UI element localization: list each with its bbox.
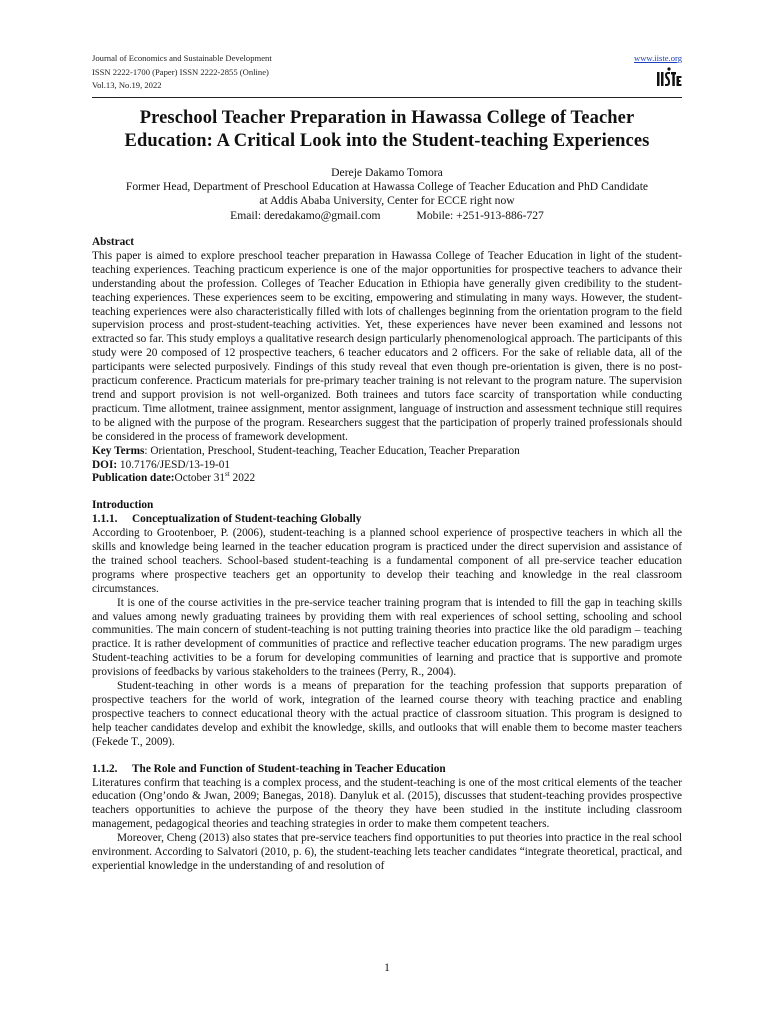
pubdate-year: 2022 <box>229 472 256 485</box>
journal-header <box>92 52 682 98</box>
doi-value: 10.7176/JESD/13-19-01 <box>117 458 231 471</box>
paragraph: It is one of the course activities in the pre-service teacher training program that is intended to fill the gap in teaching skills and values among newly graduating trainees by providing them with real experiences of school setting, schooling and school communities. The main concern of student-teaching is not putting training theories into practice like the old paradigm – teaching practice. It is rather development of communities of practice and reflective teacher education programs. The new paradigm urges Student-teaching activities to be a forum for developing communities of learning and practice that is supportive and promote provisions of feedbacks by various stakeholders to the trainees (Perry, R., 2004). <box>92 596 682 679</box>
abstract-text: This paper is aimed to explore preschool teacher preparation in Hawassa College of Teacher Education in light of the student-teaching experiences. Teaching practicum experience is one of the major opportunities for prospective teachers to advance their understanding about the profession. Colleges of Teacher Education in Ethiopia have generally given credibility to the student-teaching experiences. These experiences seem to be exciting, empowering and stimulating in many ways. However, the student-teaching experiences were also characteristically filled with lots of challenges beginning from the orientation program to the field supervision process and prost-student-teaching activities. Yet, these experiences have never been examined and lessons not extracted so far. This study employs a qualitative research design particularly phenomenological approach. The participants of this study were 20 composed of 12 prospective teachers, 6 teacher educators and 2 officers. For the sake of reliable data, all of the participants were selected purposively. Findings of this study reveal that even though pre-orientation is given, there is no post-practicum conference. Practicum materials for pre-primary teacher training is not relevant to the program nature. The supervision trend and support provision is not well-organized. Both trainees and tutors face scarcity of transportation while conducting practicum. Time allotment, trainee assignment, mentor assignment, language of instruction and assessment technique still requires to be aligned with the purpose of the program. Researchers suggest that the participation of properly trained professionals should be considered in the process of framework development. <box>92 249 682 443</box>
paper-title <box>92 107 682 153</box>
journal-issn: ISSN 2222-1700 (Paper) ISSN 2222-2855 (Online) <box>92 66 269 77</box>
section-heading-1-1-1 <box>92 513 682 527</box>
pubdate-label: Publication date: <box>92 472 175 485</box>
publication-date <box>92 472 682 486</box>
author-name: Dereje Dakamo Tomora <box>331 166 443 179</box>
section-heading-1-1-2 <box>92 763 682 777</box>
paper-body <box>92 236 682 874</box>
author-affiliation-1: Former Head, Department of Preschool Education at Hawassa College of Teacher Education and PhD Candidate <box>125 180 649 194</box>
author-block <box>92 166 682 223</box>
paragraph: Student-teaching in other words is a means of preparation for the teaching profession that supports preparation of prospective teachers for the world of work, integration of the learned course theory with teaching practice and enabling prospective teachers to connect educational theory with the actual practice of classroom situation. This program is designed to help teacher candidates develop and exhibit the knowledge, skills, and outlooks that will enable them to become master teachers (Fekede T., 2009). <box>92 680 682 748</box>
journal-branding <box>634 52 682 92</box>
pubdate-suffix: st <box>225 470 230 479</box>
section-title: The Role and Function of Student-teaching in Teacher Education <box>132 762 446 775</box>
author-email: Email: deredakamo@gmail.com <box>230 208 381 222</box>
title-line-2: Education: A Critical Look into the Student-teaching Experiences <box>124 131 650 151</box>
introduction-heading: Introduction <box>92 499 154 512</box>
page-number: 1 <box>384 962 390 974</box>
key-terms <box>92 445 682 459</box>
pubdate-value: October 31 <box>174 472 226 485</box>
section-number: 1.1.2. <box>92 762 118 775</box>
paragraph: Literatures confirm that teaching is a complex process, and the student-teaching is one of the most critical elements of the teacher education (Ong’ondo & Jwan, 2009; Banegas, 2018). Danyluk et al. (2015), discusses that student-teaching provides prospective teachers opportunities to achieve the purpose of the theory they have been studied in the institute including classroom management, pedagogical theories and teaching strategies in order to make them competent teachers. <box>92 776 682 831</box>
journal-info <box>92 52 272 93</box>
abstract-heading: Abstract <box>92 236 135 248</box>
key-terms-label: Key Terms <box>92 444 145 457</box>
section-number: 1.1.1. <box>92 513 118 526</box>
author-contact <box>92 209 682 223</box>
paragraph: Moreover, Cheng (2013) also states that pre-service teachers find opportunities to put theories into practice in the real school environment. According to Salvatori (2010, p. 6), the student-teaching lets teacher candidates “integrate theoretical, practical, and experiential knowledge in the understanding of and resolution of <box>92 832 682 872</box>
header-divider <box>92 97 682 98</box>
section-title: Conceptualization of Student-teaching Globally <box>132 513 362 526</box>
iiste-logo-icon <box>656 67 682 87</box>
doi-line <box>92 459 682 473</box>
website-link[interactable]: www.iiste.org <box>634 53 682 63</box>
paragraph: According to Grootenboer, P. (2006), student-teaching is a planned school experience of prospective teachers in which all the skills and knowledge being learned in the teacher education program is practiced under the direct supervision and assistance of the trained school teachers. School-based student-teaching is a fundamental component of all pre-service teacher education programs where prospective teachers get an opportunity to develop their teaching and knowledge in the real classroom circumstances. <box>92 527 682 595</box>
doi-label: DOI: <box>92 458 118 471</box>
key-terms-value: : Orientation, Preschool, Student-teaching, Teacher Education, Teacher Preparation <box>144 444 520 457</box>
author-mobile: Mobile: +251-913-886-727 <box>416 208 544 222</box>
journal-name: Journal of Economics and Sustainable Development <box>92 53 272 63</box>
title-line-1: Preschool Teacher Preparation in Hawassa College of Teacher <box>139 108 635 128</box>
author-affiliation-2: at Addis Ababa University, Center for ECCE right now <box>259 194 515 208</box>
journal-volume: Vol.13, No.19, 2022 <box>92 80 162 90</box>
